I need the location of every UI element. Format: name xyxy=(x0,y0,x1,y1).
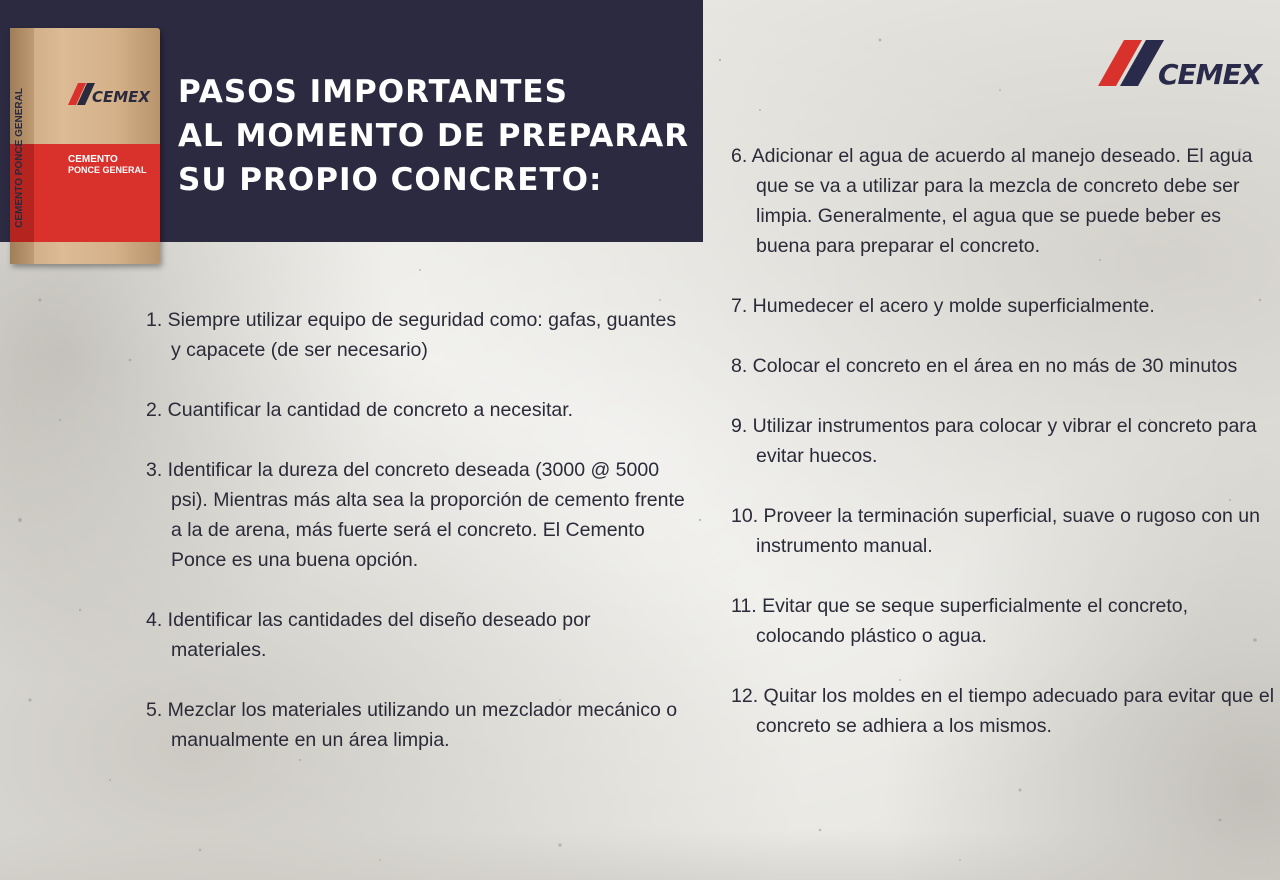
step-item: 1. Siempre utilizar equipo de seguridad como: gafas, guantes y capacete (de ser necesario) xyxy=(146,309,677,361)
title-line-3: SU PROPIO CONCRETO: xyxy=(178,162,603,198)
step-item: 6. Adicionar el agua de acuerdo al manejo deseado. El agua que se va a utilizar para la mezcla de concreto debe ser limpia. Generalmente, el agua que se puede beber es buena para preparar el concreto. xyxy=(731,145,1253,257)
step-item: 11. Evitar que se seque superficialmente el concreto, colocando plástico o agua. xyxy=(731,595,1189,647)
step-item: 10. Proveer la terminación superficial, suave o rugoso con un instrumento manual. xyxy=(731,505,1260,557)
cemex-logo xyxy=(1098,38,1274,90)
title-line-2: AL MOMENTO DE PREPARAR xyxy=(178,118,690,154)
steps-list-right xyxy=(731,141,1276,771)
step-item: 7. Humedecer el acero y molde superficialmente. xyxy=(731,295,1155,317)
step-item: 5. Mezclar los materiales utilizando un mezclador mecánico o manualmente en un área limpia. xyxy=(146,699,678,751)
bag-brand-logo: CEMEX xyxy=(92,88,150,106)
step-item: 12. Quitar los moldes en el tiempo adecuado para evitar que el concreto se adhiera a los mismos. xyxy=(731,685,1275,737)
step-item: 3. Identificar la dureza del concreto deseada (3000 @ 5000 psi). Mientras más alta sea la proporción de cemento frente a la de arena, más fuerte será el concreto. El Cemento Ponce es una buena opción. xyxy=(146,459,685,571)
bottom-shade xyxy=(0,830,1280,880)
bag-side-text: CEMENTO PONCE GENERAL xyxy=(14,88,25,228)
title-line-1: PASOS IMPORTANTES xyxy=(178,74,568,110)
steps-list-left xyxy=(146,305,691,785)
step-item: 4. Identificar las cantidades del diseño deseado por materiales. xyxy=(146,609,591,661)
page-title xyxy=(178,70,689,202)
step-item: 8. Colocar el concreto en el área en no más de 30 minutos xyxy=(731,355,1238,377)
step-item: 2. Cuantificar la cantidad de concreto a necesitar. xyxy=(146,399,574,421)
cement-bag-image xyxy=(10,28,160,264)
bag-product-line-2: PONCE GENERAL xyxy=(68,165,147,175)
step-item: 9. Utilizar instrumentos para colocar y vibrar el concreto para evitar huecos. xyxy=(731,415,1257,467)
cemex-logo-text: CEMEX xyxy=(1158,58,1262,91)
bag-product-line-1: CEMENTO xyxy=(68,154,118,165)
